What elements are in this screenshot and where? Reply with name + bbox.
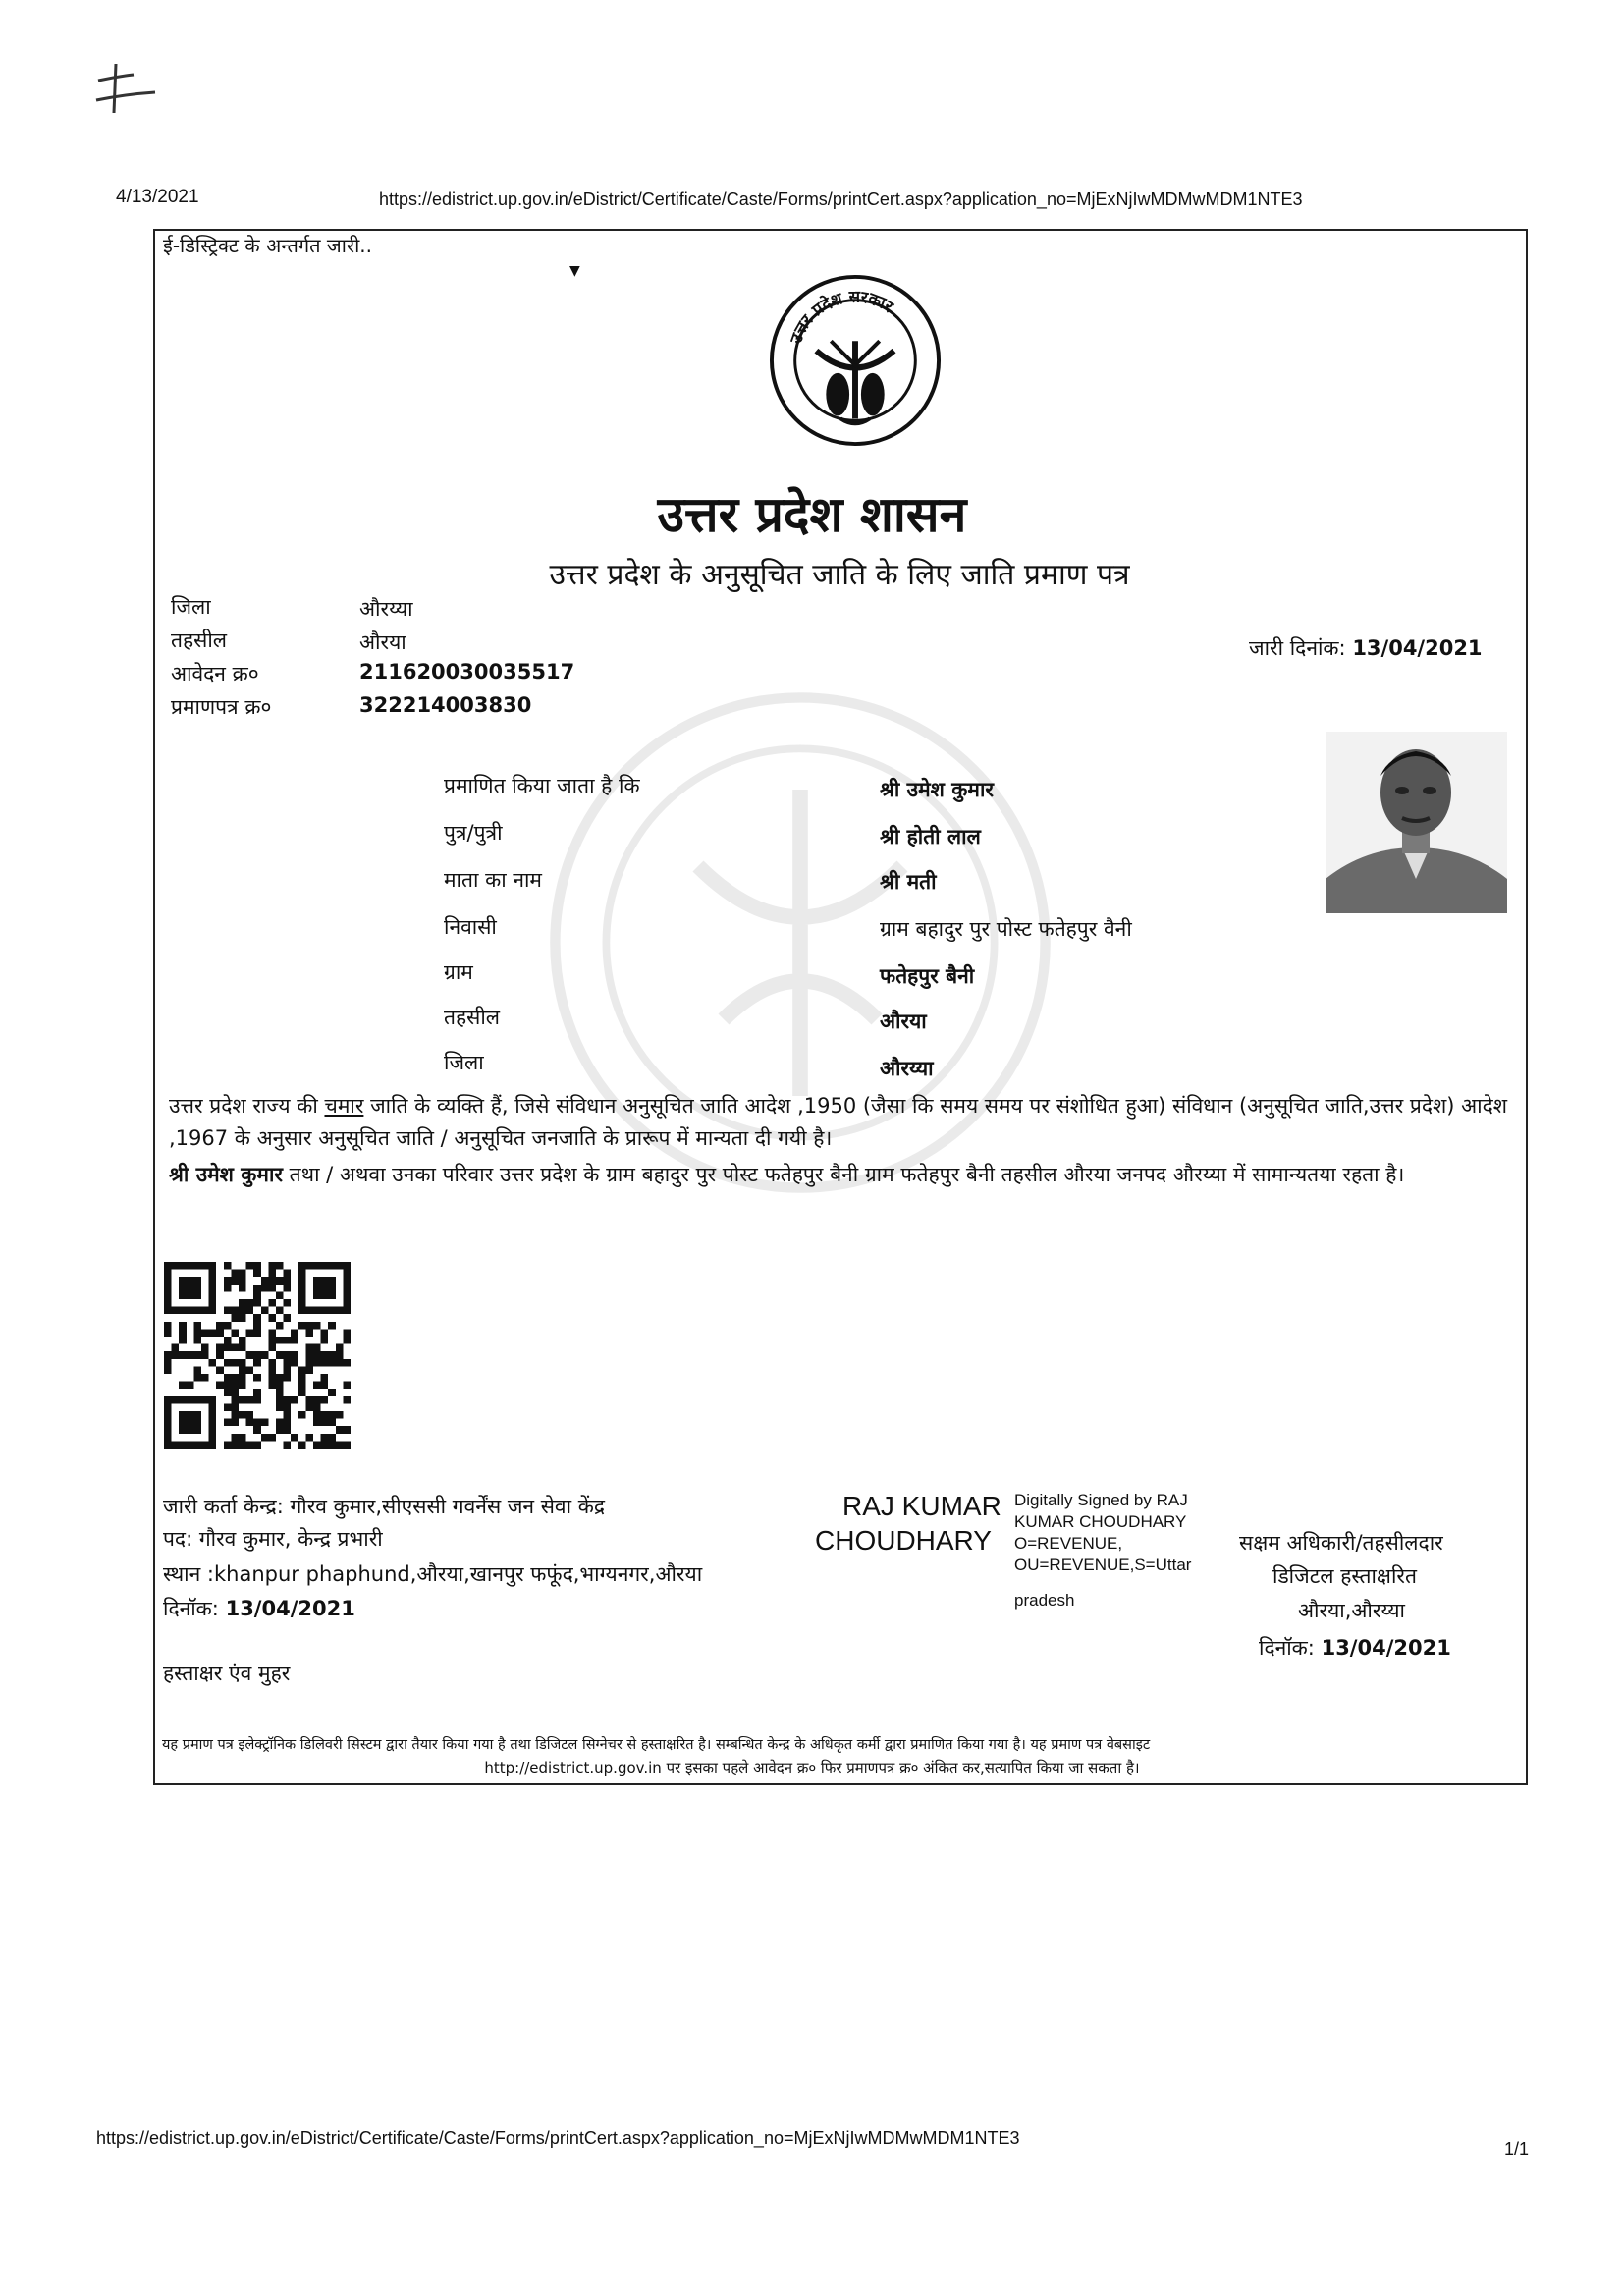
caste-statement bbox=[169, 1090, 1516, 1155]
issuer-date-label: दिनॉक: bbox=[163, 1597, 219, 1620]
up-government-emblem bbox=[768, 273, 943, 448]
issuer-date-row bbox=[163, 1595, 355, 1622]
detail-label-certified: प्रमाणित किया जाता है कि bbox=[444, 774, 640, 797]
dsc-line1: Digitally Signed by RAJ bbox=[1014, 1491, 1188, 1509]
issue-date-row bbox=[1249, 634, 1483, 662]
print-date: 4/13/2021 bbox=[116, 187, 199, 207]
issuer-date-value: 13/04/2021 bbox=[225, 1597, 355, 1620]
verification-note-line1: यह प्रमाण पत्र इलेक्ट्रॉनिक डिलिवरी सिस्टम द्वारा तैयार किया गया है तथा डिजिटल सिग्नेचर से हस्ताक्षरित है। सम्बन्धित केन्द्र के अधिकृत कर्मी द्वारा प्रमाणित किया गया है। यह प्रमाण पत्र वेबसाइट bbox=[162, 1737, 1151, 1753]
print-page-number: 1/1 bbox=[1504, 2139, 1530, 2159]
meta-tehsil-label: तहसील bbox=[171, 629, 227, 652]
authority-place: औरया,औरय्या bbox=[1298, 1599, 1405, 1622]
print-footer-url: https://edistrict.up.gov.in/eDistrict/Certificate/Caste/Forms/printCert.aspx?application_no=MjExNjIwMDMwMDM1NTE3 bbox=[96, 2128, 1020, 2148]
caste-statement-start: उत्तर प्रदेश राज्य की bbox=[169, 1094, 325, 1118]
authority-date-label: दिनॉक: bbox=[1259, 1636, 1315, 1660]
detail-label-tehsil: तहसील bbox=[444, 1006, 500, 1029]
detail-label-son-of: पुत्र/पुत्री bbox=[444, 821, 503, 845]
detail-value-mother: श्री मती bbox=[880, 870, 937, 894]
detail-value-father: श्री होती लाल bbox=[880, 825, 981, 848]
meta-district-label: जिला bbox=[171, 595, 211, 619]
applicant-photo bbox=[1326, 732, 1507, 913]
residence-statement-text: तथा / अथवा उनका परिवार उत्तर प्रदेश के ग्राम बहादुर पुर पोस्ट फतेहपुर बैनी ग्राम फतेहपुर बैनी तहसील औरया जनपद औरय्या में सामान्यतया रहता है। bbox=[283, 1163, 1405, 1186]
detail-value-resident: ग्राम बहादुर पुर पोस्ट फतेहपुर वैनी bbox=[880, 917, 1132, 941]
meta-certificate-value: 322214003830 bbox=[359, 693, 532, 717]
dsc-line2: KUMAR CHOUDHARY bbox=[1014, 1512, 1187, 1531]
caste-name: चमार bbox=[324, 1094, 364, 1118]
dsc-line3: O=REVENUE, bbox=[1014, 1534, 1123, 1553]
bullet-mark: ▼ bbox=[569, 263, 580, 279]
qr-code bbox=[164, 1262, 351, 1449]
certificate-subtitle: उत्तर प्रदेश के अनुसूचित जाति के लिए जाति प्रमाण पत्र bbox=[549, 558, 1130, 592]
detail-value-tehsil: औरया bbox=[880, 1010, 927, 1033]
signer-name-line2: CHOUDHARY bbox=[815, 1525, 992, 1556]
meta-certificate-label: प्रमाणपत्र क्र० bbox=[171, 695, 272, 719]
detail-label-resident: निवासी bbox=[444, 915, 497, 939]
issued-under: ई-डिस्ट्रिक्ट के अन्तर्गत जारी.. bbox=[163, 234, 372, 257]
issuer-post: पद: गौरव कुमार, केन्द्र प्रभारी bbox=[163, 1527, 383, 1551]
issuer-place: स्थान :khanpur phaphund,औरया,खानपुर फफूंद,भाग्यनगर,औरया bbox=[163, 1562, 703, 1586]
meta-district-value: औरय्या bbox=[359, 597, 413, 621]
dsc-line4: OU=REVENUE,S=Uttar bbox=[1014, 1556, 1192, 1574]
detail-label-district: जिला bbox=[444, 1051, 484, 1074]
issue-date-label: जारी दिनांक: bbox=[1249, 636, 1346, 660]
signer-name-line1: RAJ KUMAR bbox=[842, 1491, 1001, 1521]
caste-statement-end: जाति के व्यक्ति हैं, जिसे संविधान अनुसूचित जाति आदेश ,1950 (जैसा कि समय समय पर संशोधित हुआ) संविधान (अनुसूचित जाति,उत्तर प्रदेश) आदेश ,1967 के अनुसार अनुसूचित जाति / अनुसूचित जनजाति के प्रारूप में मान्यता दी गयी है। bbox=[169, 1094, 1508, 1150]
authority-date-row bbox=[1259, 1634, 1451, 1662]
detail-value-district: औरय्या bbox=[880, 1057, 934, 1080]
authority-date-value: 13/04/2021 bbox=[1321, 1636, 1451, 1660]
detail-label-mother: माता का नाम bbox=[444, 868, 542, 892]
meta-application-label: आवेदन क्र० bbox=[171, 662, 259, 685]
issue-date-value: 13/04/2021 bbox=[1352, 636, 1483, 660]
dsc-line5: pradesh bbox=[1014, 1591, 1075, 1610]
print-url: https://edistrict.up.gov.in/eDistrict/Certificate/Caste/Forms/printCert.aspx?application_no=MjExNjIwMDMwMDM1NTE3 bbox=[379, 190, 1303, 209]
sign-seal-label: हस्ताक्षर एंव मुहर bbox=[163, 1662, 291, 1685]
authority-signed: डिजिटल हस्ताक्षरित bbox=[1272, 1564, 1417, 1588]
meta-application-value: 211620030035517 bbox=[359, 660, 575, 683]
detail-value-name: श्री उमेश कुमार bbox=[880, 778, 994, 801]
residence-statement bbox=[169, 1159, 1516, 1191]
authority-title: सक्षम अधिकारी/तहसीलदार bbox=[1239, 1531, 1443, 1555]
certificate-title: उत्तर प्रदेश शासन bbox=[657, 485, 967, 543]
handwritten-mark bbox=[86, 59, 175, 118]
issuer-center: जारी कर्ता केन्द्र: गौरव कुमार,सीएससी गवर्नेंस जन सेवा केंद्र bbox=[163, 1495, 606, 1518]
detail-label-village: ग्राम bbox=[444, 960, 473, 984]
detail-value-village: फतेहपुर बैनी bbox=[880, 964, 975, 988]
emblem-text: उत्तर प्रदेश सरकार bbox=[785, 286, 897, 347]
meta-tehsil-value: औरया bbox=[359, 630, 406, 654]
verification-note-line2: http://edistrict.up.gov.in पर इसका पहले आवेदन क्र० फिर प्रमाणपत्र क्र० अंकित कर,सत्यापित किया जा सकता है। bbox=[484, 1759, 1140, 1777]
residence-person-name: श्री उमेश कुमार bbox=[169, 1163, 283, 1186]
